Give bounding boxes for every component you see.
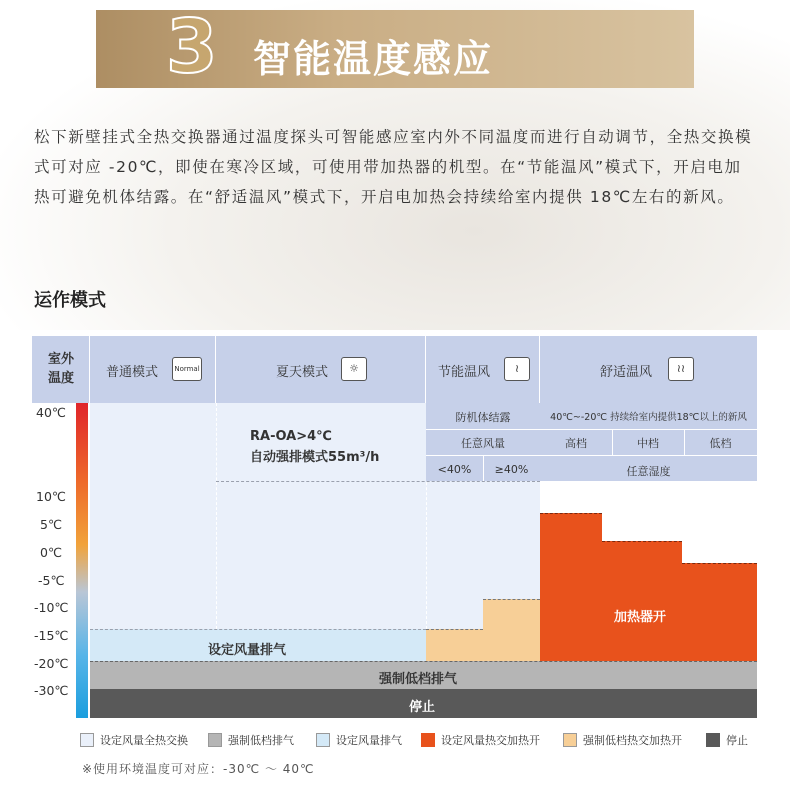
step-outline bbox=[540, 513, 602, 514]
temp-label: 0℃ bbox=[40, 545, 62, 560]
10c-dashed-line bbox=[216, 481, 540, 482]
section-number: 3 bbox=[166, 4, 218, 90]
row-divider bbox=[540, 455, 757, 456]
step-outline bbox=[483, 599, 540, 600]
forced-low-heat-step bbox=[426, 629, 483, 661]
mode-normal-header bbox=[90, 336, 216, 403]
forced-low-heat-step bbox=[483, 599, 540, 661]
temp-label: 40℃ bbox=[36, 405, 66, 420]
eco-anti-condensation: 防机体结露 bbox=[455, 411, 511, 424]
usage-note: ※使用环境温度可对应：-30℃ ～ 40℃ bbox=[82, 762, 315, 776]
set-airflow-exhaust-label: 设定风量排气 bbox=[208, 643, 287, 658]
legend-label: 设定风量全热交换 bbox=[100, 734, 188, 747]
banner-title: 智能温度感应 bbox=[253, 37, 494, 81]
legend-item bbox=[208, 732, 294, 748]
mode-label: 舒适温风 bbox=[600, 365, 653, 380]
row-divider bbox=[540, 429, 757, 430]
temp-label: 5℃ bbox=[40, 517, 62, 532]
row-divider bbox=[426, 429, 540, 430]
stop-label: 停止 bbox=[409, 700, 436, 715]
temp-label: -30℃ bbox=[34, 683, 69, 698]
step-outline bbox=[682, 563, 757, 564]
summer-condition: RA-OA>4℃ bbox=[250, 429, 332, 444]
step-outline bbox=[602, 541, 682, 542]
legend-item bbox=[563, 732, 682, 748]
legend-swatch bbox=[706, 733, 720, 747]
legend-label: 强制低档排气 bbox=[228, 734, 294, 747]
sun-icon: ☼ bbox=[341, 357, 367, 381]
legend-swatch bbox=[80, 733, 94, 747]
legend-label: 设定风量排气 bbox=[336, 734, 402, 747]
legend-swatch bbox=[208, 733, 222, 747]
legend-swatch bbox=[316, 733, 330, 747]
comfort-level-mid: 中档 bbox=[637, 437, 659, 450]
temp-label: 10℃ bbox=[36, 489, 66, 504]
corner-label: 室外 温度 bbox=[47, 352, 74, 386]
legend-swatch bbox=[421, 733, 435, 747]
comfort-description: 40℃~-20℃ 持续给室内提供18℃以上的新风 bbox=[550, 412, 747, 423]
legend-item bbox=[421, 732, 540, 748]
legend-label: 设定风量热交加热开 bbox=[441, 734, 540, 747]
-20c-dashed-line bbox=[90, 661, 757, 662]
corner-header bbox=[32, 336, 90, 403]
legend-label: 停止 bbox=[726, 734, 748, 747]
eco-above-40: ≥40% bbox=[494, 463, 529, 476]
title-banner bbox=[96, 4, 694, 90]
mode-eco-header bbox=[426, 336, 540, 403]
mode-label: 节能温风 bbox=[438, 365, 491, 380]
legend-label: 强制低档热交加热开 bbox=[583, 734, 682, 747]
-15c-dashed-line bbox=[90, 629, 426, 630]
wave-icon: ≀ bbox=[504, 357, 530, 381]
legend-item bbox=[80, 732, 188, 748]
mode-label: 普通模式 bbox=[106, 365, 159, 380]
step-outline bbox=[426, 629, 483, 630]
intro-paragraph: 松下新壁挂式全热交换器通过温度探头可智能感应室内外不同温度而进行自动调节，全热交换模式可对应 -20℃，即使在寒冷区域，可使用带加热器的机型。在“节能温风”模式下，开启电加热可避免机体结露。在“舒适温风”模式下，开启电加热会持续给室内提供 18℃左右的新风。 bbox=[34, 128, 753, 206]
temp-label: -20℃ bbox=[34, 656, 69, 671]
operation-mode-table bbox=[32, 336, 757, 718]
column-divider bbox=[216, 403, 217, 629]
temp-label: -15℃ bbox=[34, 628, 69, 643]
section-title: 运作模式 bbox=[34, 290, 106, 311]
eco-any-airflow: 任意风量 bbox=[461, 437, 505, 450]
legend-item bbox=[316, 732, 402, 748]
heater-on-label: 加热器开 bbox=[614, 610, 667, 625]
mode-summer-header bbox=[216, 336, 426, 403]
mode-comfort-header bbox=[540, 336, 757, 403]
eco-below-40: <40% bbox=[437, 463, 472, 476]
summer-auto-exhaust: 自动强排模式55m³/h bbox=[250, 450, 380, 465]
legend-swatch bbox=[563, 733, 577, 747]
comfort-level-low: 低档 bbox=[709, 437, 732, 450]
temp-label: -5℃ bbox=[38, 573, 65, 588]
double-wave-icon: ≀≀ bbox=[668, 357, 694, 381]
heater-on-step bbox=[682, 563, 757, 661]
comfort-any-humidity: 任意湿度 bbox=[626, 465, 671, 478]
mode-label: 夏天模式 bbox=[276, 365, 329, 380]
heater-on-step bbox=[540, 513, 602, 661]
legend-item bbox=[706, 732, 748, 748]
temperature-gradient-bar bbox=[76, 403, 88, 718]
forced-low-exhaust-label: 强制低档排气 bbox=[379, 672, 458, 687]
temp-label: -10℃ bbox=[34, 600, 69, 615]
normal-icon: Normal bbox=[172, 357, 202, 381]
heater-on-step bbox=[602, 541, 682, 661]
comfort-level-high: 高档 bbox=[565, 437, 587, 450]
